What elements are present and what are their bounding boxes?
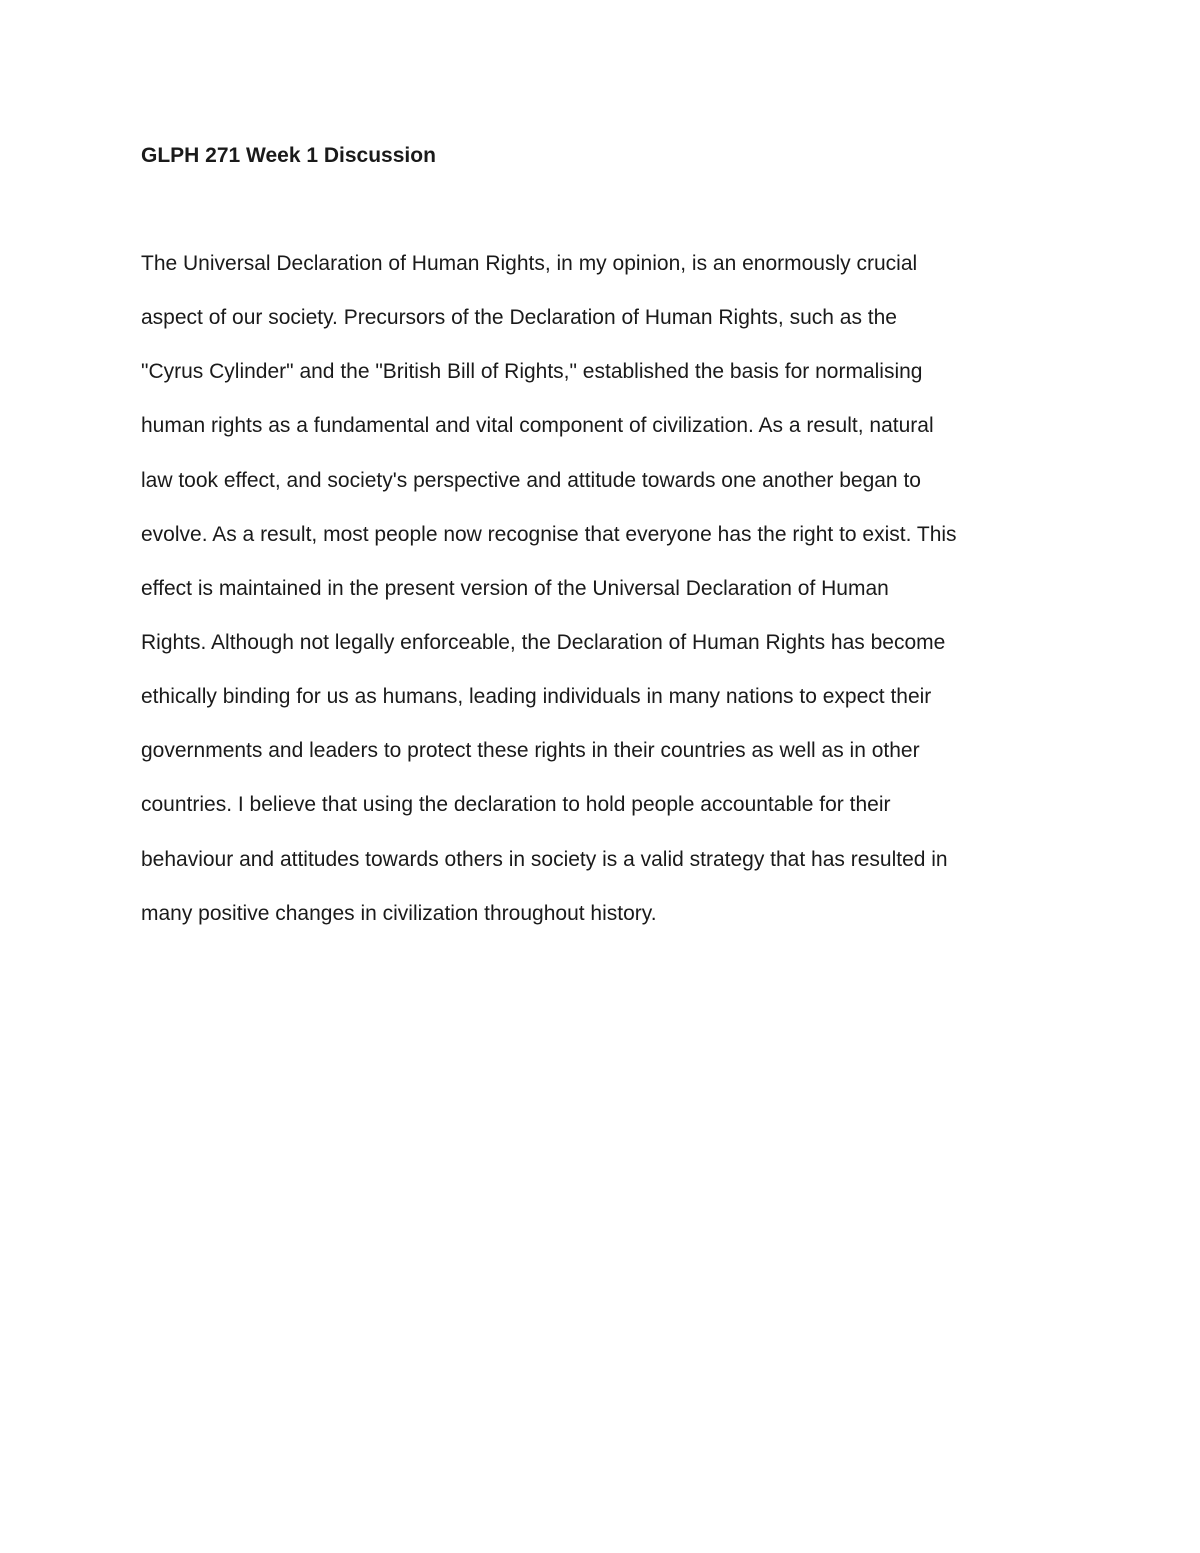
body-line: evolve. As a result, most people now recognise that everyone has the right to exist. This <box>141 523 957 546</box>
body-line: Rights. Although not legally enforceable, the Declaration of Human Rights has become <box>141 631 946 654</box>
body-line: governments and leaders to protect these rights in their countries as well as in other <box>141 739 920 762</box>
body-line: effect is maintained in the present version of the Universal Declaration of Human <box>141 577 889 600</box>
body-line: The Universal Declaration of Human Rights, in my opinion, is an enormously crucial <box>141 252 918 275</box>
body-line: law took effect, and society's perspective and attitude towards one another began to <box>141 469 921 492</box>
body-line: aspect of our society. Precursors of the Declaration of Human Rights, such as the <box>141 306 897 329</box>
body-line: "Cyrus Cylinder" and the "British Bill of Rights," established the basis for normalising <box>141 360 923 383</box>
body-line: human rights as a fundamental and vital component of civilization. As a result, natural <box>141 414 934 437</box>
body-line: behaviour and attitudes towards others in society is a valid strategy that has resulted in <box>141 848 948 871</box>
document-title: GLPH 271 Week 1 Discussion <box>141 144 436 167</box>
body-line: ethically binding for us as humans, leading individuals in many nations to expect their <box>141 685 932 708</box>
body-line: countries. I believe that using the declaration to hold people accountable for their <box>141 793 891 816</box>
body-line: many positive changes in civilization throughout history. <box>141 902 657 925</box>
